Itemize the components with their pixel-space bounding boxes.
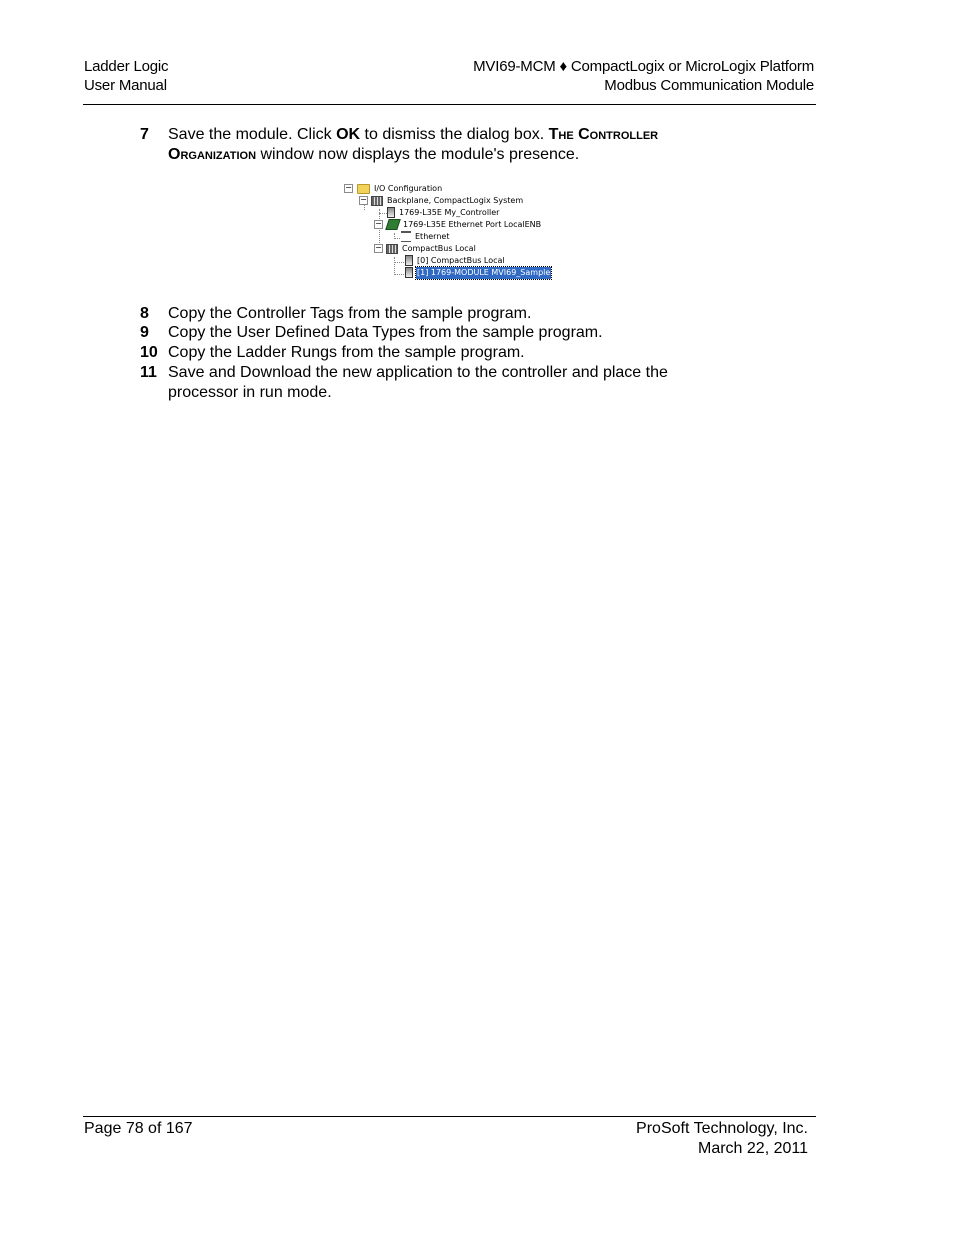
tree-node-compactbus[interactable] bbox=[386, 243, 477, 255]
step-text bbox=[168, 125, 728, 164]
ok-label: OK bbox=[336, 126, 361, 143]
collapse-toggle[interactable]: − bbox=[360, 195, 367, 204]
collapse-toggle[interactable]: − bbox=[345, 183, 352, 192]
tree-connector bbox=[394, 274, 404, 275]
tree-node-label: Backplane, CompactLogix System bbox=[387, 196, 524, 205]
tree-node-ethernet-port[interactable] bbox=[387, 219, 542, 231]
tree-node-backplane[interactable] bbox=[371, 195, 524, 207]
footer-right bbox=[636, 1119, 808, 1159]
module-icon bbox=[405, 255, 413, 266]
collapse-toggle[interactable]: − bbox=[375, 219, 382, 228]
step-number: 11 bbox=[140, 364, 157, 381]
folder-icon bbox=[357, 184, 370, 194]
step-text: Copy the User Defined Data Types from the sample program. bbox=[168, 324, 603, 341]
header-doc-type: User Manual bbox=[84, 77, 167, 94]
module-icon bbox=[405, 267, 413, 278]
tree-node-ethernet[interactable] bbox=[401, 231, 450, 243]
ethernet-module-icon bbox=[385, 219, 401, 230]
step-text-part: to dismiss the dialog box. bbox=[360, 126, 549, 143]
step-number: 8 bbox=[140, 305, 149, 322]
tree-node-label: [1] 1769-MODULE MVI69_Sample bbox=[417, 268, 551, 277]
controller-icon bbox=[387, 207, 395, 218]
tree-node-slot-1[interactable] bbox=[405, 267, 551, 279]
header-rule bbox=[83, 104, 816, 105]
controller-organization-label: The Controller Organization bbox=[168, 126, 659, 163]
header-module: Modbus Communication Module bbox=[604, 77, 814, 94]
tree-connector bbox=[379, 213, 387, 214]
tree-node-label: Ethernet bbox=[415, 232, 450, 241]
tree-node-label: CompactBus Local bbox=[402, 244, 476, 253]
tree-connector bbox=[394, 238, 400, 239]
backplane-icon bbox=[371, 196, 383, 206]
tree-node-label: 1769-L35E Ethernet Port LocalENB bbox=[403, 220, 542, 229]
tree-connector bbox=[394, 257, 395, 275]
header-section-title: Ladder Logic bbox=[84, 58, 169, 75]
step-text-part: Save the module. Click bbox=[168, 126, 337, 143]
tree-node-controller[interactable] bbox=[387, 207, 500, 219]
footer-company: ProSoft Technology, Inc. bbox=[636, 1120, 808, 1137]
backplane-icon bbox=[386, 244, 398, 254]
header-left bbox=[84, 57, 168, 95]
step-number: 10 bbox=[140, 344, 158, 361]
tree-connector bbox=[394, 262, 404, 263]
collapse-toggle[interactable]: − bbox=[375, 243, 382, 252]
step-text: Copy the Controller Tags from the sample program. bbox=[168, 305, 532, 322]
tree-node-label: I/O Configuration bbox=[374, 184, 443, 193]
network-icon bbox=[401, 231, 411, 242]
step-text-part: window now displays the module's presence. bbox=[256, 145, 580, 163]
footer-date: March 22, 2011 bbox=[698, 1140, 808, 1157]
tree-node-slot-0[interactable] bbox=[405, 255, 506, 267]
step-text: Save and Download the new application to the controller and place the processor in run mode. bbox=[168, 364, 668, 401]
header-product: MVI69-MCM ♦ CompactLogix or MicroLogix Platform bbox=[473, 58, 814, 75]
step-text: Copy the Ladder Rungs from the sample program. bbox=[168, 344, 525, 361]
tree-node-io-configuration[interactable] bbox=[357, 183, 443, 195]
step-number: 9 bbox=[140, 324, 149, 341]
step-number: 7 bbox=[140, 126, 149, 143]
tree-node-label: 1769-L35E My_Controller bbox=[399, 208, 500, 217]
tree-node-label: [0] CompactBus Local bbox=[417, 256, 505, 265]
footer-rule bbox=[83, 1116, 816, 1117]
controller-organization-tree bbox=[343, 181, 551, 281]
footer-page-number: Page 78 of 167 bbox=[84, 1120, 193, 1137]
header-right bbox=[473, 57, 814, 95]
